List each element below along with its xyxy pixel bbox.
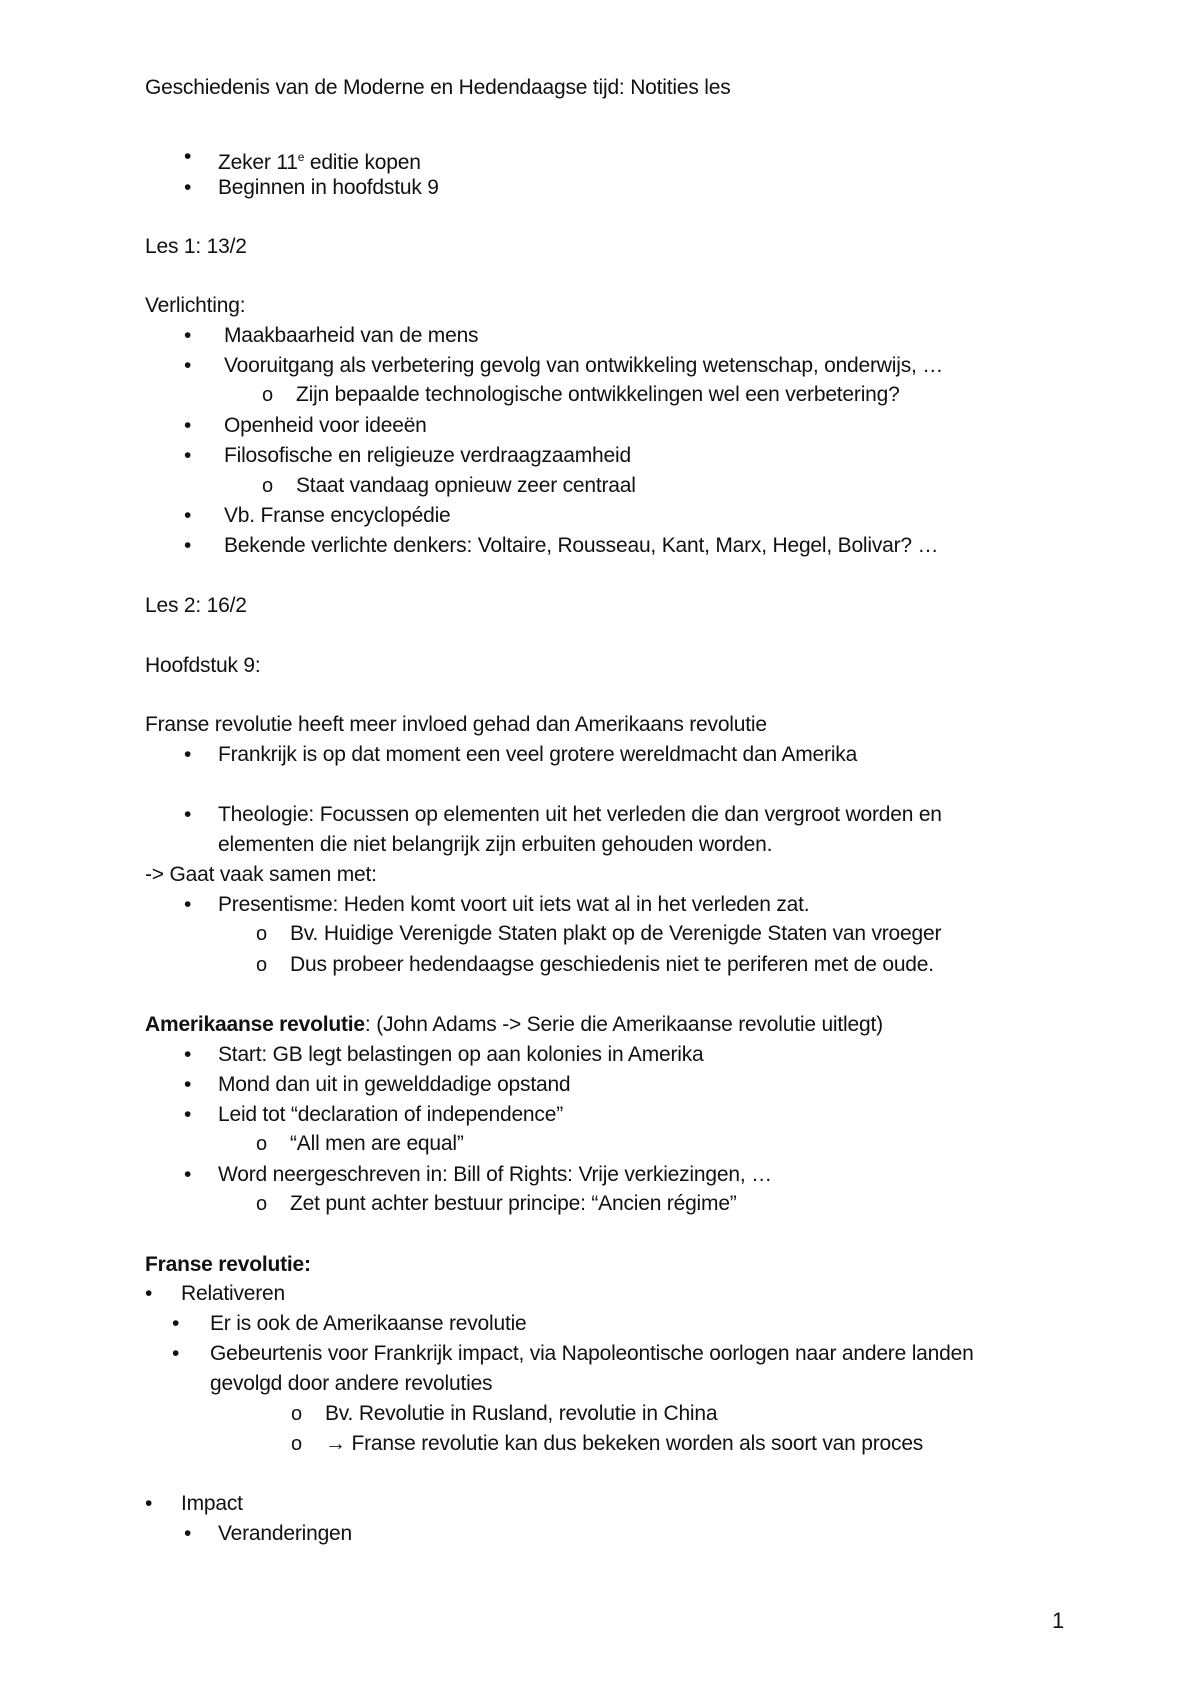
list-item: Presentisme: Heden komt voort uit iets wat al in het verleden zat. — [218, 893, 810, 916]
bullet-icon: • — [145, 1492, 153, 1515]
bullet-icon: • — [172, 1312, 180, 1335]
sub-list-item: Zet punt achter bestuur principe: “Ancien régime” — [290, 1192, 737, 1215]
bullet-icon: • — [184, 1103, 192, 1126]
list-item: Theologie: Focussen op elementen uit het verleden die dan vergroot worden en — [218, 803, 942, 826]
bullet-icon: • — [184, 444, 192, 467]
section-heading — [145, 1011, 883, 1039]
list-item: Relativeren — [181, 1282, 286, 1305]
sub-bullet-icon: o — [256, 1193, 268, 1215]
list-item: Openheid voor ideeën — [224, 414, 427, 437]
bullet-icon: • — [184, 803, 192, 826]
list-item: Bekende verlichte denkers: Voltaire, Rousseau, Kant, Marx, Hegel, Bolivar? … — [224, 534, 939, 557]
bullet-icon: • — [184, 1073, 192, 1096]
bullet-icon: • — [145, 1282, 153, 1305]
list-item: Word neergeschreven in: Bill of Rights: Vrije verkiezingen, … — [218, 1163, 772, 1186]
intro-item-2: Beginnen in hoofdstuk 9 — [218, 176, 439, 199]
section-heading: Verlichting: — [145, 294, 246, 317]
document-title: Geschiedenis van de Moderne en Hedendaagse tijd: Notities les — [145, 76, 731, 99]
bullet-icon: • — [184, 743, 192, 766]
bullet-icon: • — [184, 1163, 192, 1186]
list-item: Er is ook de Amerikaanse revolutie — [210, 1312, 527, 1335]
sub-list-item — [325, 1430, 923, 1458]
arrow-right-icon: → — [325, 1432, 346, 1455]
bullet-icon: • — [184, 145, 192, 168]
paragraph: -> Gaat vaak samen met: — [145, 863, 377, 886]
list-item-continuation: gevolgd door andere revoluties — [210, 1372, 493, 1395]
section-heading: Franse revolutie: — [145, 1253, 311, 1276]
intro-item-1-text: Zeker 11 — [218, 151, 298, 174]
bullet-icon: • — [184, 534, 192, 557]
sub-bullet-icon: o — [256, 954, 268, 976]
sub-list-item: Bv. Huidige Verenigde Staten plakt op de Verenigde Staten van vroeger — [290, 922, 942, 945]
page-number: 1 — [1052, 1608, 1065, 1633]
list-item: Vb. Franse encyclopédie — [224, 504, 451, 527]
bullet-icon: • — [184, 893, 192, 916]
list-item: Leid tot “declaration of independence” — [218, 1103, 563, 1126]
sub-list-item-text: Franse revolutie kan dus bekeken worden als soort van proces — [345, 1432, 924, 1455]
sub-bullet-icon: o — [291, 1433, 303, 1455]
bullet-icon: • — [172, 1342, 180, 1365]
bullet-icon: • — [184, 414, 192, 437]
list-item: Veranderingen — [218, 1522, 353, 1545]
list-item-continuation: elementen die niet belangrijk zijn erbuiten gehouden worden. — [218, 833, 773, 856]
sub-list-item: Staat vandaag opnieuw zeer centraal — [296, 474, 636, 497]
bullet-icon: • — [184, 324, 192, 347]
bullet-icon: • — [184, 176, 192, 199]
lesson-heading: Les 1: 13/2 — [145, 235, 247, 258]
list-item: Vooruitgang als verbetering gevolg van ontwikkeling wetenschap, onderwijs, … — [224, 354, 944, 377]
sub-bullet-icon: o — [256, 923, 268, 945]
bullet-icon: • — [184, 1043, 192, 1066]
list-item: Filosofische en religieuze verdraagzaamheid — [224, 444, 631, 467]
chapter-heading: Hoofdstuk 9: — [145, 654, 261, 677]
sub-bullet-icon: o — [291, 1403, 303, 1425]
sub-list-item: Bv. Revolutie in Rusland, revolutie in China — [325, 1402, 718, 1425]
sub-bullet-icon: o — [256, 1133, 268, 1155]
list-item: Start: GB legt belastingen op aan kolonies in Amerika — [218, 1043, 704, 1066]
list-item: Mond dan uit in gewelddadige opstand — [218, 1073, 571, 1096]
sub-bullet-icon: o — [262, 475, 274, 497]
intro-item-1-rest: editie kopen — [304, 151, 421, 174]
sub-bullet-icon: o — [262, 384, 274, 406]
paragraph: Franse revolutie heeft meer invloed gehad dan Amerikaans revolutie — [145, 713, 767, 736]
sub-list-item: Dus probeer hedendaagse geschiedenis niet te periferen met de oude. — [290, 953, 934, 976]
list-item: Maakbaarheid van de mens — [224, 324, 479, 347]
list-item: Frankrijk is op dat moment een veel grotere wereldmacht dan Amerika — [218, 743, 858, 766]
lesson-heading: Les 2: 16/2 — [145, 594, 247, 617]
bullet-icon: • — [184, 1522, 192, 1545]
list-item: Gebeurtenis voor Frankrijk impact, via Napoleontische oorlogen naar andere landen — [210, 1342, 974, 1365]
list-item: Impact — [181, 1492, 243, 1515]
bullet-icon: • — [184, 354, 192, 377]
superscript: e — [297, 150, 305, 164]
intro-item-1 — [218, 143, 421, 177]
section-heading-rest: : (John Adams -> Serie die Amerikaanse revolutie uitlegt) — [364, 1013, 883, 1036]
section-heading-bold: Amerikaanse revolutie — [145, 1013, 365, 1036]
sub-list-item: “All men are equal” — [290, 1132, 464, 1155]
bullet-icon: • — [184, 504, 192, 527]
sub-list-item: Zijn bepaalde technologische ontwikkelingen wel een verbetering? — [296, 383, 900, 406]
